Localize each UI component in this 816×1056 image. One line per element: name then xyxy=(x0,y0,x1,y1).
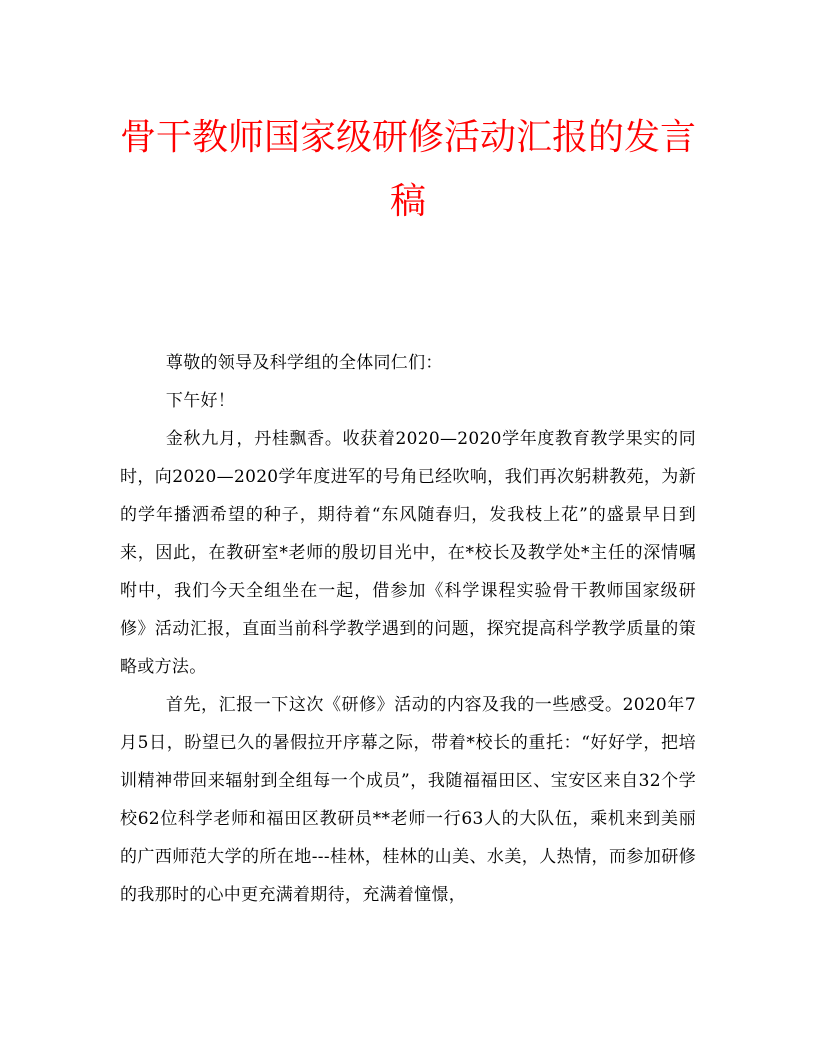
document-title: 骨干教师国家级研修活动汇报的发言稿 xyxy=(120,117,697,222)
document-body xyxy=(120,344,696,914)
salutation: 尊敬的领导及科学组的全体同仁们： xyxy=(165,353,443,373)
paragraph-1: 金秋九月，丹桂飘香。收获着2020—2020学年度教育教学果实的同时，向2020—2020学年度进军的号角已经吹响，我们再次躬耕教苑，为新的学年播洒希望的种子，期待着“东风随春归，发我枝上花”的盛景早日到来，因此，在教研室*老师的殷切目光中，在*校长及教学处*主任的深情嘱咐中，我们今天全组坐在一起，借参加《科学课程实验骨干教师国家级研修》活动汇报，直面当前科学教学遇到的问题，探究提高科学教学质量的策略或方法。 xyxy=(120,429,696,677)
paragraph-2: 首先，汇报一下这次《研修》活动的内容及我的一些感受。2020年7月5日，盼望已久的暑假拉开序幕之际，带着*校长的重托：“好好学，把培训精神带回来辐射到全组每一个成员”，我随福福田区、宝安区来自32个学校62位科学老师和福田区教研员**老师一行63人的大队伍，乘机来到美丽的广西师范大学的所在地---桂林，桂林的山美、水美，人热情，而参加研修的我那时的心中更充满着期待，充满着憧憬， xyxy=(120,695,696,905)
greeting: 下午好！ xyxy=(165,391,236,411)
